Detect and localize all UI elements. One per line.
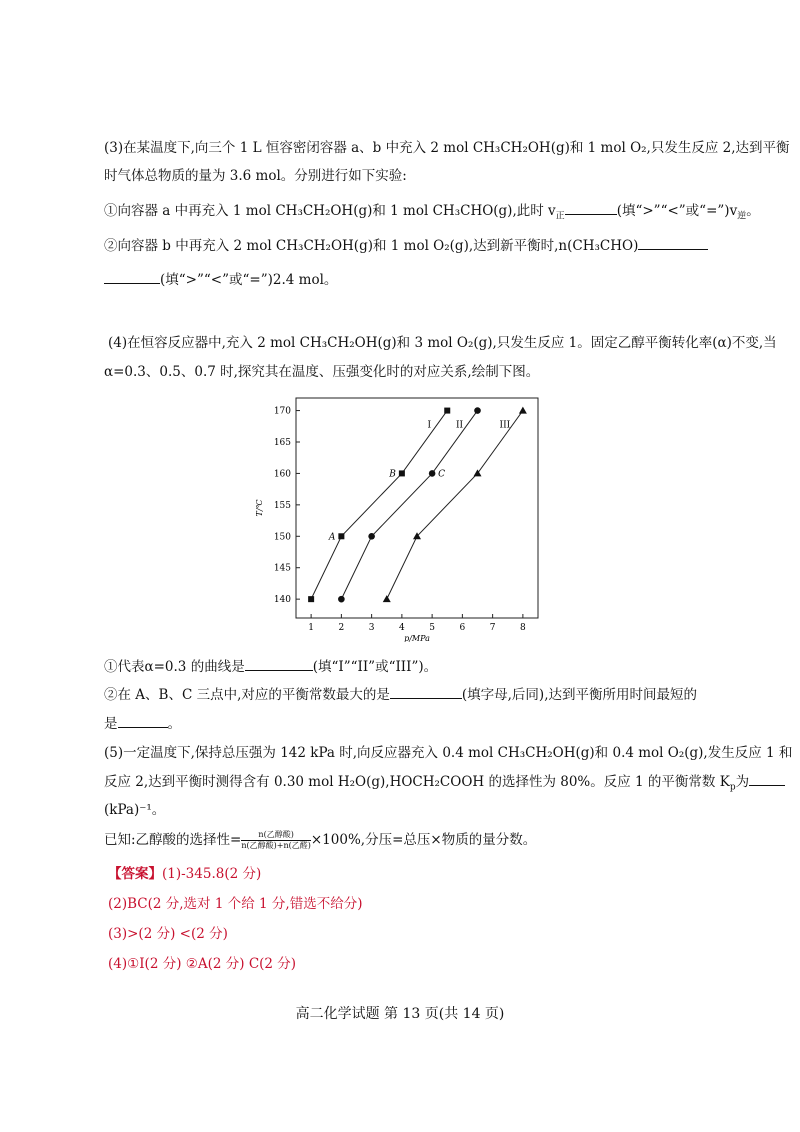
q3-item-1 [104,199,760,222]
circle-marker [338,596,345,603]
fraction-denominator: n(乙醇酸)+n(乙醛) [241,841,311,850]
x-tick-label: 7 [489,623,496,633]
q3-item1-mid: (填“>”“<”或“=”)v [616,203,738,219]
q3-item2-text: ②向容器 b 中再充入 2 mol CH₃CH₂OH(g)和 1 mol O₂(g),达到新平衡时,n(CH₃CHO) [104,238,639,254]
square-marker [399,470,405,476]
series-label-III: III [499,420,511,431]
y-tick-label: 170 [273,406,291,417]
q4-answer-blank-2[interactable] [390,686,462,699]
q4-q1-text: ①代表α=0.3 的曲线是 [104,659,245,675]
series-label-I: I [427,420,432,431]
x-axis-label: p/MPa [404,634,430,642]
q4-answer-blank-1[interactable] [245,658,313,671]
chart-labels [328,421,511,543]
q4-sub-1 [104,655,437,675]
q3-item-2-cont [104,268,337,288]
q3-item1-sub-b: 逆 [737,211,747,222]
y-tick-label: 155 [273,500,291,511]
series-line-I [311,411,447,600]
circle-marker [429,470,436,477]
answer-3: (3)>(2 分) <(2 分) [108,926,228,942]
triangle-marker [519,407,527,414]
q4-answer-blank-3[interactable] [118,715,168,728]
q3-intro-line-1: (3)在某温度下,向三个 1 L 恒容密闭容器 a、b 中充入 2 mol CH₃CH₂OH(g)和 1 mol O₂,只发生反应 2,达到平衡 [104,140,790,156]
circle-marker [474,407,481,414]
q5-line2-end: 为 [735,774,750,790]
square-marker [444,408,450,414]
answer-1-text: (1)-345.8(2 分) [162,866,262,882]
q4-q2-line2-end: 。 [167,716,181,732]
square-marker [308,596,314,602]
fraction-numerator: n(乙醇酸) [241,830,311,841]
answer-4: (4)①I(2 分) ②A(2 分) C(2 分) [108,956,297,972]
point-label-C: C [438,469,446,480]
q5-line2-sub: p [729,782,736,793]
q4-q2-end: (填字母,后同),达到平衡所用时间最短的 [461,687,697,703]
y-tick-label: 165 [273,438,291,448]
series-label-II: II [455,420,464,431]
q3-item2-end: (填“>”“<”或“=”)2.4 mol。 [160,272,338,288]
q3-item1-end: 。 [746,203,760,219]
q5-line2-text: 反应 2,达到平衡时测得含有 0.30 mol H₂O(g),HOCH₂COOH 的选择性为 80%。反应 1 的平衡常数 K [104,774,730,790]
q4-intro-line-1: (4)在恒容反应器中,充入 2 mol CH₃CH₂OH(g)和 3 mol O₂(g),只发生反应 1。固定乙醇平衡转化率(α)不变,当 [108,335,777,351]
circle-marker [368,533,375,540]
q3-answer-blank-2a[interactable] [638,237,708,250]
point-label-B: B [389,469,396,480]
y-tick-label: 150 [273,532,291,543]
x-tick-label: 1 [308,623,314,633]
x-tick-label: 3 [368,623,375,633]
q4-q1-end: (填“I”“II”或“III”)。 [312,659,438,675]
q3-item-2 [104,234,708,254]
q3-answer-blank-1[interactable] [565,202,617,215]
square-marker [338,533,344,539]
y-axis-label: T/℃ [255,499,264,517]
q4-q2-text: ②在 A、B、C 三点中,对应的平衡常数最大的是 [104,687,390,703]
series-line-II [341,411,477,600]
y-tick-label: 145 [273,563,291,574]
x-tick-label: 5 [429,623,435,633]
x-tick-label: 4 [399,623,405,633]
selectivity-fraction [241,830,311,851]
q3-item1-sub-a: 正 [555,211,565,222]
x-tick-label: 8 [520,623,526,633]
y-tick-label: 160 [273,469,291,480]
q4-q2-line2: 是 [104,716,118,732]
q4-sub-2 [104,683,697,703]
answer-label: 【答案】 [108,866,162,882]
q5-line-2 [104,770,785,793]
chart-axes [255,398,538,642]
plot-frame [296,398,538,618]
chart-marks [308,407,527,603]
note-post: ×100%,分压=总压×物质的量分数。 [310,832,537,848]
triangle-marker [383,595,391,602]
answer-1 [108,862,261,882]
q4-intro-line-2: α=0.3、0.5、0.7 时,探究其在温度、压强变化时的对应关系,绘制下图。 [104,364,540,380]
q5-answer-blank[interactable] [749,773,785,786]
chart [250,392,550,642]
page-footer: 高二化学试题 第 13 页(共 14 页) [295,1006,505,1022]
point-label-A: A [328,532,336,543]
y-tick-label: 140 [273,595,291,606]
note-line [104,828,536,851]
q5-line-3: (kPa)⁻¹。 [104,802,166,818]
note-pre: 已知:乙醇酸的选择性= [104,832,242,848]
q3-item1-text: ①向容器 a 中再充入 1 mol CH₃CH₂OH(g)和 1 mol CH₃CHO(g),此时 v [104,203,556,219]
x-tick-label: 6 [459,623,466,633]
q3-answer-blank-2b[interactable] [104,271,160,284]
chart-lines [311,411,523,600]
series-line-III [387,411,523,600]
triangle-marker [474,469,482,476]
q5-line-1: (5)一定温度下,保持总压强为 142 kPa 时,向反应器充入 0.4 mol CH₃CH₂OH(g)和 0.4 mol O₂(g),发生反应 1 和 [104,745,793,761]
answer-2: (2)BC(2 分,选对 1 个给 1 分,错选不给分) [108,896,363,912]
q4-sub-2-cont [104,712,181,732]
x-tick-label: 2 [338,623,345,633]
q3-intro-line-2: 时气体总物质的量为 3.6 mol。分别进行如下实验: [104,168,407,184]
